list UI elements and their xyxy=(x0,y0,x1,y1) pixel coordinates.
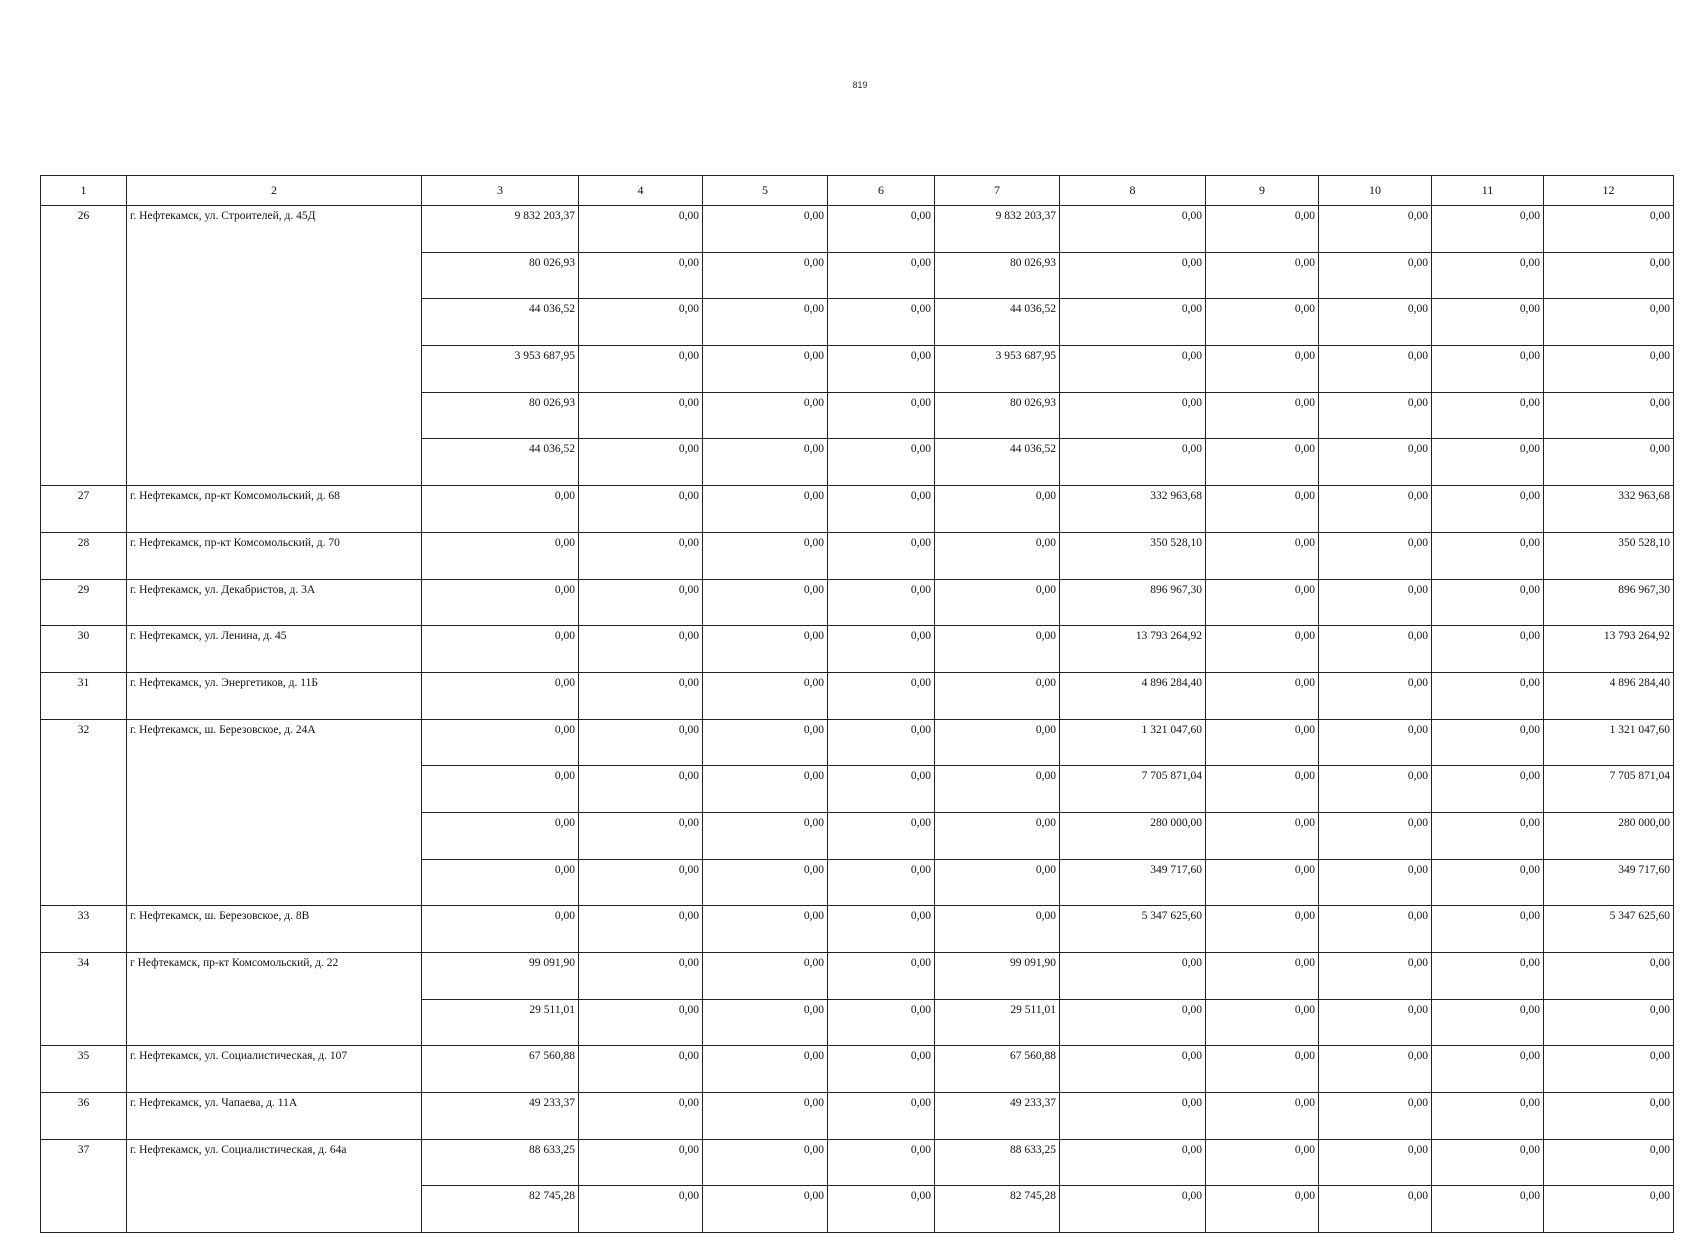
value-cell: 0,00 xyxy=(1060,346,1206,393)
value-cell: 0,00 xyxy=(1319,346,1432,393)
value-cell: 80 026,93 xyxy=(935,252,1060,299)
value-cell: 0,00 xyxy=(422,906,579,953)
address-cell: г. Нефтекамск, ш. Березовское, д. 24А xyxy=(127,719,422,906)
value-cell: 0,00 xyxy=(1319,206,1432,253)
value-cell: 0,00 xyxy=(703,766,828,813)
value-cell: 44 036,52 xyxy=(935,439,1060,486)
value-cell: 0,00 xyxy=(579,999,703,1046)
value-cell: 0,00 xyxy=(1206,1046,1319,1093)
value-cell: 0,00 xyxy=(1432,626,1544,673)
value-cell: 99 091,90 xyxy=(422,953,579,1000)
value-cell: 0,00 xyxy=(579,1139,703,1186)
value-cell: 0,00 xyxy=(1544,252,1674,299)
table-row xyxy=(41,672,1674,719)
value-cell: 82 745,28 xyxy=(422,1186,579,1233)
value-cell: 0,00 xyxy=(1060,999,1206,1046)
value-cell: 0,00 xyxy=(1206,346,1319,393)
value-cell: 3 953 687,95 xyxy=(935,346,1060,393)
table-row xyxy=(41,1139,1674,1186)
value-cell: 0,00 xyxy=(579,859,703,906)
value-cell: 49 233,37 xyxy=(422,1093,579,1140)
column-header: 7 xyxy=(935,176,1060,206)
value-cell: 0,00 xyxy=(703,1139,828,1186)
value-cell: 0,00 xyxy=(828,766,935,813)
value-cell: 0,00 xyxy=(422,626,579,673)
value-cell: 0,00 xyxy=(828,999,935,1046)
address-cell: г. Нефтекамск, ул. Ленина, д. 45 xyxy=(127,626,422,673)
value-cell: 0,00 xyxy=(935,859,1060,906)
value-cell: 44 036,52 xyxy=(422,299,579,346)
address-cell: г. Нефтекамск, ул. Чапаева, д. 11А xyxy=(127,1093,422,1140)
value-cell: 0,00 xyxy=(1206,859,1319,906)
value-cell: 0,00 xyxy=(703,346,828,393)
value-cell: 0,00 xyxy=(1432,1093,1544,1140)
value-cell: 0,00 xyxy=(422,812,579,859)
value-cell: 0,00 xyxy=(1206,1139,1319,1186)
table-row xyxy=(41,532,1674,579)
value-cell: 0,00 xyxy=(828,812,935,859)
value-cell: 82 745,28 xyxy=(935,1186,1060,1233)
table-row xyxy=(41,719,1674,766)
value-cell: 0,00 xyxy=(935,672,1060,719)
value-cell: 0,00 xyxy=(1544,299,1674,346)
value-cell: 0,00 xyxy=(935,532,1060,579)
value-cell: 88 633,25 xyxy=(422,1139,579,1186)
value-cell: 0,00 xyxy=(579,346,703,393)
value-cell: 0,00 xyxy=(1206,766,1319,813)
value-cell: 0,00 xyxy=(828,719,935,766)
value-cell: 0,00 xyxy=(828,439,935,486)
value-cell: 88 633,25 xyxy=(935,1139,1060,1186)
value-cell: 3 953 687,95 xyxy=(422,346,579,393)
value-cell: 0,00 xyxy=(1319,439,1432,486)
value-cell: 0,00 xyxy=(1060,1139,1206,1186)
table-header xyxy=(41,176,1674,206)
value-cell: 0,00 xyxy=(422,672,579,719)
table-row xyxy=(41,1046,1674,1093)
value-cell: 0,00 xyxy=(828,1139,935,1186)
value-cell: 0,00 xyxy=(1432,346,1544,393)
value-cell: 4 896 284,40 xyxy=(1544,672,1674,719)
column-header: 11 xyxy=(1432,176,1544,206)
value-cell: 0,00 xyxy=(1544,1139,1674,1186)
row-number: 31 xyxy=(41,672,127,719)
value-cell: 0,00 xyxy=(703,532,828,579)
value-cell: 0,00 xyxy=(579,1186,703,1233)
table-row xyxy=(41,953,1674,1000)
value-cell: 0,00 xyxy=(703,206,828,253)
row-number: 36 xyxy=(41,1093,127,1140)
value-cell: 896 967,30 xyxy=(1544,579,1674,626)
value-cell: 0,00 xyxy=(1206,299,1319,346)
value-cell: 0,00 xyxy=(935,719,1060,766)
value-cell: 0,00 xyxy=(422,486,579,533)
value-cell: 67 560,88 xyxy=(935,1046,1060,1093)
value-cell: 0,00 xyxy=(828,252,935,299)
value-cell: 0,00 xyxy=(1319,812,1432,859)
value-cell: 0,00 xyxy=(703,486,828,533)
value-cell: 0,00 xyxy=(579,672,703,719)
address-cell: г. Нефтекамск, ул. Социалистическая, д. 64а xyxy=(127,1139,422,1232)
value-cell: 0,00 xyxy=(579,1046,703,1093)
value-cell: 80 026,93 xyxy=(935,392,1060,439)
value-cell: 0,00 xyxy=(1432,439,1544,486)
value-cell: 0,00 xyxy=(1206,812,1319,859)
value-cell: 0,00 xyxy=(828,346,935,393)
value-cell: 0,00 xyxy=(579,906,703,953)
address-cell: г. Нефтекамск, ш. Березовское, д. 8В xyxy=(127,906,422,953)
value-cell: 0,00 xyxy=(1319,1093,1432,1140)
value-cell: 67 560,88 xyxy=(422,1046,579,1093)
value-cell: 0,00 xyxy=(1319,252,1432,299)
address-cell: г. Нефтекамск, пр-кт Комсомольский, д. 68 xyxy=(127,486,422,533)
value-cell: 0,00 xyxy=(579,766,703,813)
value-cell: 0,00 xyxy=(1206,392,1319,439)
value-cell: 0,00 xyxy=(1206,532,1319,579)
value-cell: 0,00 xyxy=(579,392,703,439)
value-cell: 0,00 xyxy=(579,812,703,859)
value-cell: 0,00 xyxy=(1432,1186,1544,1233)
value-cell: 0,00 xyxy=(828,1093,935,1140)
value-cell: 0,00 xyxy=(703,626,828,673)
value-cell: 44 036,52 xyxy=(422,439,579,486)
value-cell: 0,00 xyxy=(1319,672,1432,719)
header-row xyxy=(41,176,1674,206)
row-number: 26 xyxy=(41,206,127,486)
row-number: 28 xyxy=(41,532,127,579)
value-cell: 0,00 xyxy=(1206,252,1319,299)
value-cell: 0,00 xyxy=(703,299,828,346)
value-cell: 0,00 xyxy=(1544,206,1674,253)
value-cell: 0,00 xyxy=(1319,953,1432,1000)
value-cell: 0,00 xyxy=(579,626,703,673)
column-header: 4 xyxy=(579,176,703,206)
value-cell: 13 793 264,92 xyxy=(1544,626,1674,673)
value-cell: 0,00 xyxy=(703,672,828,719)
value-cell: 0,00 xyxy=(1319,579,1432,626)
value-cell: 332 963,68 xyxy=(1060,486,1206,533)
address-cell: г. Нефтекамск, ул. Декабристов, д. 3А xyxy=(127,579,422,626)
value-cell: 0,00 xyxy=(1319,766,1432,813)
value-cell: 0,00 xyxy=(828,392,935,439)
value-cell: 0,00 xyxy=(828,626,935,673)
value-cell: 0,00 xyxy=(1060,439,1206,486)
address-cell: г. Нефтекамск, ул. Социалистическая, д. 107 xyxy=(127,1046,422,1093)
value-cell: 0,00 xyxy=(935,486,1060,533)
value-cell: 0,00 xyxy=(935,579,1060,626)
value-cell: 0,00 xyxy=(828,953,935,1000)
value-cell: 0,00 xyxy=(1319,486,1432,533)
value-cell: 0,00 xyxy=(703,579,828,626)
value-cell: 0,00 xyxy=(1206,999,1319,1046)
value-cell: 0,00 xyxy=(703,1093,828,1140)
value-cell: 0,00 xyxy=(422,532,579,579)
value-cell: 0,00 xyxy=(1206,906,1319,953)
value-cell: 280 000,00 xyxy=(1060,812,1206,859)
value-cell: 0,00 xyxy=(703,252,828,299)
value-cell: 0,00 xyxy=(1206,206,1319,253)
row-number: 27 xyxy=(41,486,127,533)
value-cell: 0,00 xyxy=(1060,1186,1206,1233)
address-cell: г Нефтекамск, пр-кт Комсомольский, д. 22 xyxy=(127,953,422,1046)
address-cell: г. Нефтекамск, ул. Строителей, д. 45Д xyxy=(127,206,422,486)
value-cell: 0,00 xyxy=(1206,439,1319,486)
value-cell: 332 963,68 xyxy=(1544,486,1674,533)
value-cell: 5 347 625,60 xyxy=(1544,906,1674,953)
table-row xyxy=(41,486,1674,533)
column-header: 9 xyxy=(1206,176,1319,206)
value-cell: 0,00 xyxy=(1432,906,1544,953)
value-cell: 0,00 xyxy=(703,812,828,859)
value-cell: 80 026,93 xyxy=(422,392,579,439)
value-cell: 0,00 xyxy=(1432,672,1544,719)
value-cell: 0,00 xyxy=(1432,252,1544,299)
value-cell: 13 793 264,92 xyxy=(1060,626,1206,673)
value-cell: 0,00 xyxy=(703,1186,828,1233)
value-cell: 0,00 xyxy=(1206,579,1319,626)
value-cell: 0,00 xyxy=(1206,719,1319,766)
value-cell: 1 321 047,60 xyxy=(1060,719,1206,766)
value-cell: 0,00 xyxy=(579,719,703,766)
value-cell: 896 967,30 xyxy=(1060,579,1206,626)
value-cell: 0,00 xyxy=(1432,392,1544,439)
table-row xyxy=(41,206,1674,253)
value-cell: 44 036,52 xyxy=(935,299,1060,346)
value-cell: 0,00 xyxy=(828,579,935,626)
value-cell: 0,00 xyxy=(703,392,828,439)
value-cell: 0,00 xyxy=(1432,719,1544,766)
value-cell: 0,00 xyxy=(1060,392,1206,439)
value-cell: 0,00 xyxy=(1544,999,1674,1046)
value-cell: 0,00 xyxy=(828,1186,935,1233)
value-cell: 0,00 xyxy=(703,1046,828,1093)
value-cell: 0,00 xyxy=(1432,299,1544,346)
value-cell: 0,00 xyxy=(1206,486,1319,533)
value-cell: 0,00 xyxy=(703,906,828,953)
value-cell: 0,00 xyxy=(422,719,579,766)
table-row xyxy=(41,1093,1674,1140)
value-cell: 0,00 xyxy=(1544,1093,1674,1140)
column-header: 2 xyxy=(127,176,422,206)
value-cell: 49 233,37 xyxy=(935,1093,1060,1140)
value-cell: 0,00 xyxy=(1319,532,1432,579)
table-body xyxy=(41,206,1674,1233)
value-cell: 29 511,01 xyxy=(935,999,1060,1046)
value-cell: 0,00 xyxy=(1544,346,1674,393)
value-cell: 0,00 xyxy=(828,859,935,906)
value-cell: 0,00 xyxy=(579,206,703,253)
column-header: 3 xyxy=(422,176,579,206)
value-cell: 0,00 xyxy=(1206,626,1319,673)
value-cell: 0,00 xyxy=(935,812,1060,859)
value-cell: 0,00 xyxy=(1432,953,1544,1000)
value-cell: 0,00 xyxy=(1319,859,1432,906)
value-cell: 0,00 xyxy=(1319,1046,1432,1093)
value-cell: 349 717,60 xyxy=(1544,859,1674,906)
value-cell: 0,00 xyxy=(1432,1046,1544,1093)
row-number: 34 xyxy=(41,953,127,1046)
value-cell: 0,00 xyxy=(579,579,703,626)
value-cell: 0,00 xyxy=(1060,299,1206,346)
row-number: 37 xyxy=(41,1139,127,1232)
value-cell: 280 000,00 xyxy=(1544,812,1674,859)
value-cell: 0,00 xyxy=(579,486,703,533)
value-cell: 0,00 xyxy=(1432,579,1544,626)
value-cell: 0,00 xyxy=(828,206,935,253)
column-header: 8 xyxy=(1060,176,1206,206)
value-cell: 0,00 xyxy=(703,999,828,1046)
value-cell: 0,00 xyxy=(1432,486,1544,533)
value-cell: 0,00 xyxy=(1060,953,1206,1000)
value-cell: 0,00 xyxy=(1060,1046,1206,1093)
value-cell: 0,00 xyxy=(828,1046,935,1093)
value-cell: 7 705 871,04 xyxy=(1060,766,1206,813)
value-cell: 0,00 xyxy=(579,953,703,1000)
value-cell: 0,00 xyxy=(1206,672,1319,719)
value-cell: 0,00 xyxy=(579,299,703,346)
column-header: 5 xyxy=(703,176,828,206)
value-cell: 0,00 xyxy=(422,766,579,813)
value-cell: 0,00 xyxy=(828,906,935,953)
value-cell: 0,00 xyxy=(1544,439,1674,486)
value-cell: 0,00 xyxy=(935,906,1060,953)
value-cell: 4 896 284,40 xyxy=(1060,672,1206,719)
value-cell: 29 511,01 xyxy=(422,999,579,1046)
value-cell: 0,00 xyxy=(1544,1186,1674,1233)
value-cell: 0,00 xyxy=(1319,1186,1432,1233)
value-cell: 9 832 203,37 xyxy=(935,206,1060,253)
value-cell: 0,00 xyxy=(1432,812,1544,859)
value-cell: 0,00 xyxy=(579,532,703,579)
value-cell: 0,00 xyxy=(703,719,828,766)
column-header: 1 xyxy=(41,176,127,206)
value-cell: 0,00 xyxy=(1206,953,1319,1000)
value-cell: 7 705 871,04 xyxy=(1544,766,1674,813)
value-cell: 0,00 xyxy=(1060,1093,1206,1140)
value-cell: 99 091,90 xyxy=(935,953,1060,1000)
value-cell: 0,00 xyxy=(579,252,703,299)
value-cell: 0,00 xyxy=(935,626,1060,673)
row-number: 32 xyxy=(41,719,127,906)
value-cell: 0,00 xyxy=(1319,719,1432,766)
value-cell: 0,00 xyxy=(1544,392,1674,439)
value-cell: 0,00 xyxy=(703,859,828,906)
value-cell: 0,00 xyxy=(1432,532,1544,579)
value-cell: 0,00 xyxy=(828,532,935,579)
value-cell: 5 347 625,60 xyxy=(1060,906,1206,953)
value-cell: 0,00 xyxy=(828,299,935,346)
value-cell: 0,00 xyxy=(422,859,579,906)
value-cell: 0,00 xyxy=(1319,626,1432,673)
value-cell: 0,00 xyxy=(703,953,828,1000)
value-cell: 0,00 xyxy=(1432,999,1544,1046)
value-cell: 0,00 xyxy=(935,766,1060,813)
value-cell: 0,00 xyxy=(1432,1139,1544,1186)
table-row xyxy=(41,579,1674,626)
value-cell: 0,00 xyxy=(1206,1186,1319,1233)
value-cell: 0,00 xyxy=(1319,1139,1432,1186)
page-number: 819 xyxy=(852,80,868,90)
value-cell: 0,00 xyxy=(1544,1046,1674,1093)
value-cell: 9 832 203,37 xyxy=(422,206,579,253)
value-cell: 1 321 047,60 xyxy=(1544,719,1674,766)
data-table xyxy=(40,175,1674,1233)
row-number: 30 xyxy=(41,626,127,673)
column-header: 6 xyxy=(828,176,935,206)
value-cell: 0,00 xyxy=(828,672,935,719)
value-cell: 80 026,93 xyxy=(422,252,579,299)
column-header: 12 xyxy=(1544,176,1674,206)
row-number: 35 xyxy=(41,1046,127,1093)
address-cell: г. Нефтекамск, ул. Энергетиков, д. 11Б xyxy=(127,672,422,719)
value-cell: 350 528,10 xyxy=(1060,532,1206,579)
value-cell: 0,00 xyxy=(703,439,828,486)
value-cell: 0,00 xyxy=(579,1093,703,1140)
value-cell: 0,00 xyxy=(1544,953,1674,1000)
address-cell: г. Нефтекамск, пр-кт Комсомольский, д. 70 xyxy=(127,532,422,579)
value-cell: 0,00 xyxy=(1432,206,1544,253)
value-cell: 0,00 xyxy=(1319,999,1432,1046)
value-cell: 0,00 xyxy=(1319,299,1432,346)
value-cell: 0,00 xyxy=(1432,766,1544,813)
value-cell: 0,00 xyxy=(1060,252,1206,299)
value-cell: 349 717,60 xyxy=(1060,859,1206,906)
value-cell: 0,00 xyxy=(579,439,703,486)
row-number: 33 xyxy=(41,906,127,953)
table-row xyxy=(41,626,1674,673)
value-cell: 0,00 xyxy=(1432,859,1544,906)
value-cell: 0,00 xyxy=(828,486,935,533)
value-cell: 0,00 xyxy=(422,579,579,626)
value-cell: 0,00 xyxy=(1206,1093,1319,1140)
value-cell: 0,00 xyxy=(1060,206,1206,253)
table-row xyxy=(41,906,1674,953)
column-header: 10 xyxy=(1319,176,1432,206)
row-number: 29 xyxy=(41,579,127,626)
value-cell: 0,00 xyxy=(1319,906,1432,953)
value-cell: 350 528,10 xyxy=(1544,532,1674,579)
value-cell: 0,00 xyxy=(1319,392,1432,439)
